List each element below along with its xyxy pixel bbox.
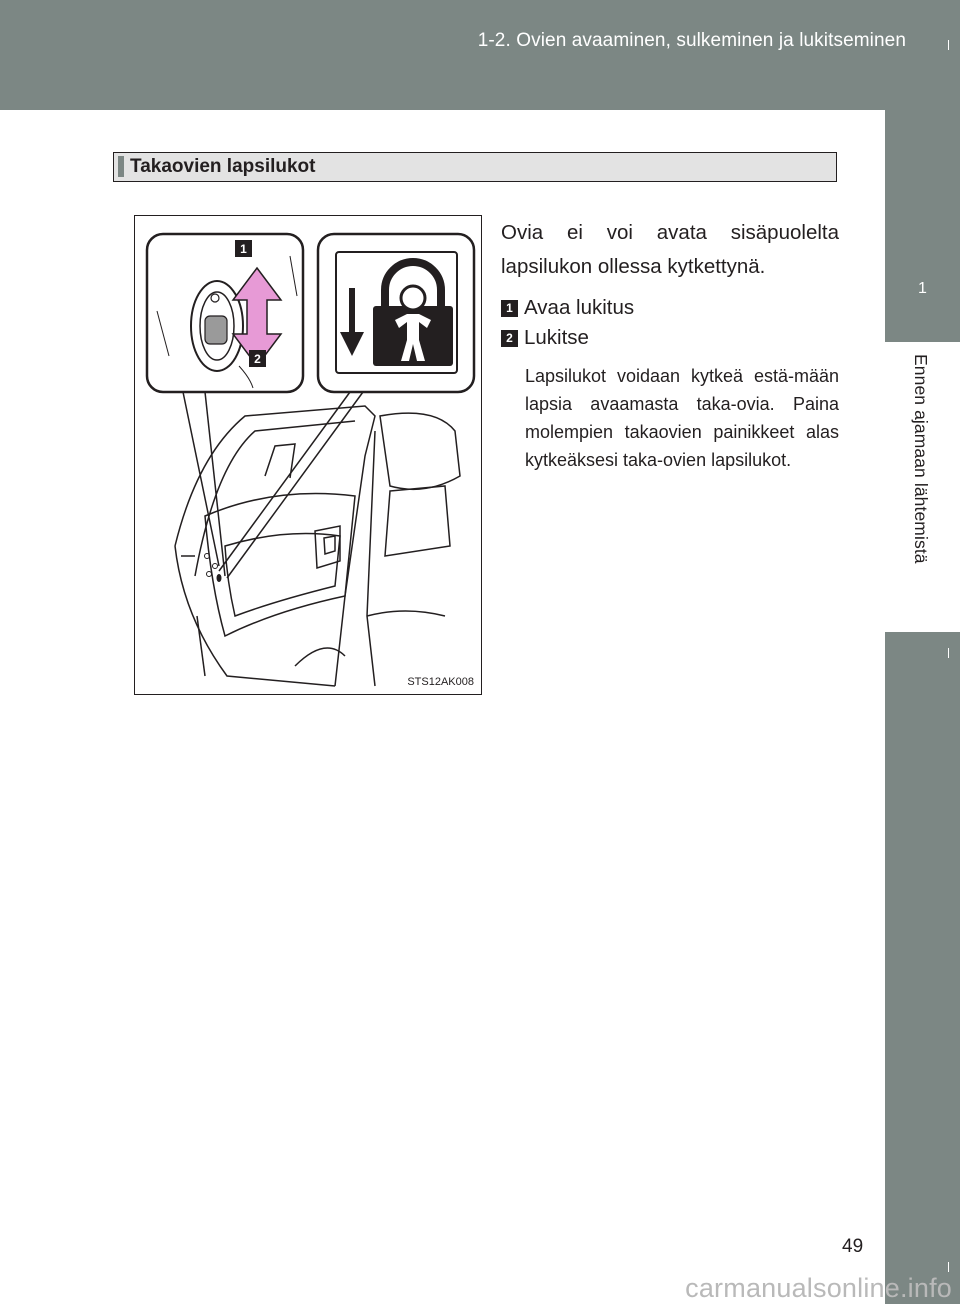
- door-line-drawing: [175, 406, 460, 686]
- child-lock-illustration: [134, 215, 482, 695]
- trim-mark: [948, 1262, 949, 1272]
- lead-paragraph: Ovia ei voi avata sisäpuolelta lapsilukon ollessa kytkettynä.: [501, 221, 839, 278]
- watermark: carmanualsonline.info: [685, 1273, 952, 1303]
- item-label: Lukitse: [524, 326, 589, 349]
- list-item: [501, 296, 839, 320]
- chapter-title-strip: [885, 342, 960, 632]
- chapter-tab: [885, 110, 960, 342]
- trim-mark: [948, 648, 949, 658]
- item-label: Avaa lukitus: [524, 296, 635, 319]
- list-item: [501, 326, 839, 350]
- item-badge: 2: [501, 330, 518, 347]
- note-paragraph: Lapsilukot voidaan kytkeä estä-mään lapsia avaamasta taka-ovia. Paina molempien takaovien painikkeet alas kytkeäksesi taka-ovien lapsilukot.: [525, 366, 839, 470]
- chapter-number: 1: [918, 280, 927, 297]
- chapter-tab-lower: [885, 632, 960, 1304]
- lock-lever: [205, 316, 227, 344]
- section-heading-bar: [113, 152, 837, 182]
- header-section-title: 1-2. Ovien avaaminen, sulkeminen ja lukitseminen: [477, 30, 906, 51]
- figure-code: STS12AK008: [407, 676, 474, 688]
- heading-stripe: [118, 156, 124, 177]
- page-number: 49: [842, 1236, 864, 1257]
- chapter-title: Ennen ajamaan lähtemistä: [911, 354, 931, 564]
- child-figure-icon: [401, 286, 425, 310]
- section-title: Takaovien lapsilukot: [130, 156, 316, 177]
- body-text-column: [501, 216, 839, 474]
- callout-label-2: 2: [254, 352, 261, 366]
- page-header: [0, 0, 960, 110]
- illustration-drawing: [135, 216, 481, 694]
- item-badge: 1: [501, 300, 518, 317]
- callout-label-1: 1: [240, 242, 247, 256]
- trim-mark: [948, 40, 949, 50]
